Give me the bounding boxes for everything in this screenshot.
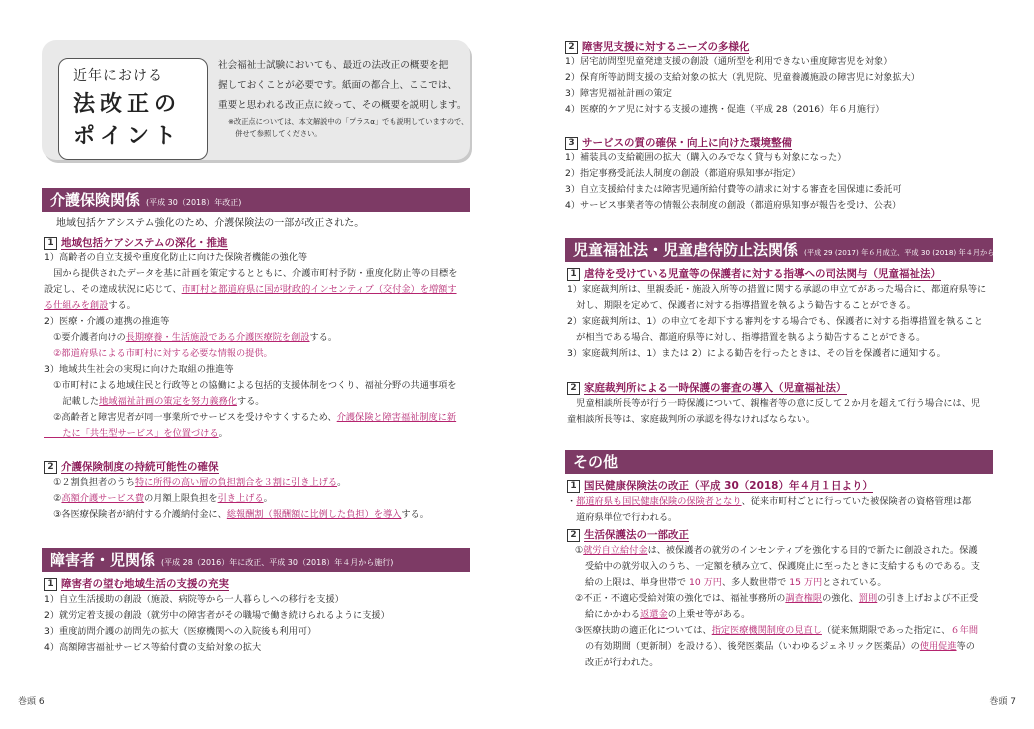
heading-number: 1 [567, 480, 580, 493]
shougai-heading-1 [44, 577, 229, 591]
section-jidou [565, 238, 1012, 262]
heading-number: 3 [565, 137, 578, 150]
shougai-body-3 [565, 150, 1005, 214]
text-run: 等の [956, 641, 975, 652]
kaigo-heading-2 [44, 460, 219, 474]
body-line [44, 394, 484, 410]
heading-text: 生活保護法の一部改正 [584, 529, 689, 541]
intro-desc-line: 握しておくことが必要です。紙面の都合上、ここでは、 [218, 80, 458, 91]
body-line [44, 330, 484, 346]
highlight-text: 長期療養・生活施設である介護医療院を創設 [125, 332, 310, 343]
text-run: （従来無期限であった指定に、 [821, 625, 951, 636]
highlight-text: 調査権限 [785, 593, 823, 604]
sonota-body-1 [567, 494, 1007, 526]
text-run: ③各医療保険者が納付する介護納付金に、 [44, 509, 227, 520]
body-line [44, 298, 484, 314]
shougai-body-1 [44, 592, 484, 656]
body-line [575, 623, 1015, 639]
intro-desc [218, 56, 466, 116]
highlight-text: ６年間 [950, 625, 979, 636]
text-run: の有効期間（更新制）を設ける）、後発医薬品（いわゆるジェネリック医薬品）の [585, 641, 920, 652]
body-line: 児童相談所長等が行う一時保護について、親権者等の意に反して２か月を超えて行う場合には、児 [567, 398, 981, 409]
jidou-body-1 [567, 282, 1007, 362]
intro-title-line2: 法改正の [73, 92, 182, 117]
text-run: 設定し、その達成状況に応じて、 [44, 284, 182, 295]
intro-desc-line: 重要と思われる改正点に絞って、その概要を説明します。 [218, 100, 467, 111]
highlight-text: る仕組みを創設 [44, 300, 109, 311]
shougai-heading-3 [565, 136, 792, 150]
heading-number: 1 [567, 268, 580, 281]
heading-number: 2 [567, 382, 580, 395]
section-shougai [42, 548, 470, 572]
body-line: 国から提供されたデータを基に計画を策定するとともに、介護市町村予防・重度化防止等の目標を [44, 268, 458, 279]
body-line: 改正が行われた。 [585, 657, 659, 668]
body-line [44, 426, 484, 442]
kaigo-body-2 [44, 475, 484, 523]
section-kaigo [42, 188, 470, 212]
text-run: の引き上げおよび不正受 [877, 593, 979, 604]
jidou-body-2 [567, 396, 1007, 428]
highlight-text: 高額介護サービス費 [61, 493, 145, 504]
body-line: 童相談所長等は、家庭裁判所の承認を得なければならない。 [567, 414, 816, 425]
highlight-text: 返還金 [640, 609, 668, 620]
page-number: 巻頭 6 [18, 697, 45, 707]
intro-note-line: 併せて参照してください。 [228, 129, 322, 138]
highlight-text: 引き上げる [217, 493, 264, 504]
intro-note [228, 116, 468, 140]
highlight-text: 介護保険と障害福祉制度に新 [336, 412, 457, 423]
text-run: ②不正・不適応受給対策の強化では、福祉事務所の [575, 593, 786, 604]
heading-text: 障害者の望む地域生活の支援の充実 [61, 578, 229, 590]
page-number: 巻頭 7 [989, 697, 1016, 707]
text-run: の強化、 [822, 593, 859, 604]
text-run: する。 [309, 332, 338, 343]
list-item: 3）重度訪問介護の訪問先の拡大（医療機関への入院後も利用可） [44, 626, 317, 637]
highlight-text: 指定医療機関制度の見直し [711, 625, 822, 636]
body-line: 受給中の就労収入のうち、一定額を積み立て、保護廃止に至ったときに支給するものである。支 [585, 561, 980, 572]
highlight-text: 10 万円 [688, 577, 722, 588]
heading-number: 2 [567, 529, 580, 542]
body-line: ①市町村による地域住民と行政等との協働による包括的支援体制をつくり、福祉分野の共通事項を [44, 380, 457, 391]
section-title: 介護保険関係 [50, 191, 141, 209]
list-item: 4）サービス事業者等の情報公表制度の創設（都道府県知事が報告を受け、公表） [565, 200, 902, 211]
right-page [517, 0, 1034, 729]
intro-box [42, 40, 470, 160]
body-line: ②都道府県による市町村に対する必要な情報の提供。 [44, 348, 273, 359]
intro-title-panel [58, 58, 208, 160]
list-item: 1）補装具の支給範囲の拡大（購入のみでなく貸与も対象になった） [565, 152, 847, 163]
heading-text: 家庭裁判所による一時保護の審査の導入（児童福祉法） [584, 382, 847, 394]
heading-number: 2 [565, 41, 578, 54]
body-line [44, 491, 484, 507]
body-line: 1）高齢者の自立支援や重度化防止に向けた保険者機能の強化等 [44, 252, 308, 263]
text-run: する。 [108, 300, 136, 311]
body-line [575, 639, 1015, 655]
heading-text: 国民健康保険法の改正（平成 30（2018）年４月１日より） [584, 480, 873, 492]
heading-text: サービスの質の確保・向上に向けた環境整備 [582, 137, 792, 149]
body-line: が相当である場合、都道府県等に対し、指導措置を執るよう勧告することができる。 [567, 332, 926, 343]
list-item: 2）指定事務受託法人制度の創設（都道府県知事が指定） [565, 168, 801, 179]
shougai-body-2 [565, 54, 1005, 118]
text-run: 給の上限は、単身世帯で [585, 577, 689, 588]
heading-number: 2 [44, 461, 57, 474]
intro-note-line: ※改正点については、本文解説中の「プラスα」でも説明していますので、 [228, 117, 469, 126]
text-run: の月額上限負担を [144, 493, 218, 504]
text-run: とされている。 [822, 577, 887, 588]
text-run: 。 [218, 428, 228, 439]
heading-text: 虐待を受けている児童等の保護者に対する指導への司法関与（児童福祉法） [584, 268, 941, 280]
body-line [575, 591, 1015, 607]
jidou-heading-1 [567, 267, 941, 281]
body-line: 3）地域共生社会の実現に向けた取組の推進等 [44, 364, 234, 375]
highlight-text: 就労自立給付金 [583, 545, 648, 556]
highlight-text: 使用促進 [919, 641, 957, 652]
text-run: の上乗せ等がある。 [667, 609, 751, 620]
text-run: する。 [236, 396, 265, 407]
body-line [575, 607, 1015, 623]
list-item: 2）就労定着支援の創設（就労中の障害者がその職場で働き続けられるように支援） [44, 610, 390, 621]
text-run: ①２割負担者のうち [44, 477, 135, 488]
body-line [44, 475, 484, 491]
section-subtitle: (平成 30（2018）年改正) [146, 198, 242, 207]
text-run: 、従来市町村ごとに行っていた被保険者の資格管理は都 [741, 496, 972, 507]
body-line: 1）家庭裁判所は、里親委託・施設入所等の措置に関する承認の申立てがあった場合に、都道府県等に [567, 284, 987, 295]
text-run: ③医療扶助の適正化については、 [575, 625, 712, 636]
highlight-text: 15 万円 [789, 577, 823, 588]
body-line: 2）家庭裁判所は、1）の申立てを却下する審判をする場合でも、保護者に対する指導措置を執ること [567, 316, 983, 327]
text-run: 。 [337, 477, 347, 488]
kaigo-intro: 地域包括ケアシステム強化のため、介護保険法の一部が改正された。 [56, 218, 365, 229]
highlight-text: たに「共生型サービス」を位置づける [44, 428, 219, 439]
shougai-heading-2 [565, 40, 749, 54]
heading-text: 地域包括ケアシステムの深化・推進 [61, 237, 228, 249]
text-run: ② [44, 493, 62, 504]
list-item: 2）保育所等訪問支援の支給対象の拡大（乳児院、児童養護施設の障害児に対象拡大） [565, 72, 920, 83]
body-line: 対し、期限を定めて、保護者に対する指導措置を執るよう勧告することができる。 [567, 300, 916, 311]
list-item: 4）医療的ケア児に対する支援の連携・促進（平成 28（2016）年６月施行） [565, 104, 885, 115]
heading-number: 1 [44, 237, 57, 250]
text-run: 。 [263, 493, 273, 504]
heading-text: 介護保険制度の持続可能性の確保 [61, 461, 219, 473]
text-run: する。 [401, 509, 429, 520]
highlight-text: 特に所得の高い層の負担割合を３割に引き上げる [134, 477, 338, 488]
kaigo-body-1 [44, 250, 484, 442]
highlight-text: 罰則 [858, 593, 878, 604]
kaigo-heading-1 [44, 236, 228, 250]
body-line [575, 543, 1015, 559]
body-line [567, 494, 1007, 510]
jidou-heading-2 [567, 381, 847, 395]
highlight-text: 地域福祉計画の策定を努力義務化 [99, 396, 237, 407]
body-line [44, 507, 484, 523]
text-run: ①要介護者向けの [44, 332, 126, 343]
body-line: 道府県単位で行われる。 [567, 512, 678, 523]
intro-title-line1: 近年における [73, 68, 163, 84]
heading-text: 障害児支援に対するニーズの多様化 [582, 41, 750, 53]
list-item: 4）高額障害福祉サービス等給付費の支給対象の拡大 [44, 642, 262, 653]
intro-desc-line: 社会福祉士試験においても、最近の法改正の概要を把 [218, 60, 449, 71]
body-line [44, 410, 484, 426]
text-run: ・ [567, 496, 577, 507]
section-subtitle: (平成 29 (2017) 年６月成立、平成 30 (2018) 年４月から施行) [804, 248, 1012, 257]
list-item: 1）居宅訪問型児童発達支援の創設（通所型を利用できない重度障害児を対象） [565, 56, 893, 67]
sonota-body-2 [575, 543, 1015, 671]
section-subtitle: (平成 28（2016）年に改正、平成 30（2018）年４月から施行) [161, 558, 394, 567]
intro-title-line3: ポイント [73, 124, 182, 149]
highlight-text: 総報酬割（報酬額に比例した負担）を導入 [226, 509, 402, 520]
text-run: 記載した [44, 396, 100, 407]
text-run: は、被保護者の就労のインセンティブを強化する目的で新たに創設された。保護 [647, 545, 978, 556]
body-line: 2）医療・介護の連携の推進等 [44, 316, 170, 327]
text-run: ① [575, 545, 584, 556]
body-line: 3）家庭裁判所は、1）または 2）による勧告を行ったときは、その旨を保護者に通知する。 [567, 348, 946, 359]
section-title: その他 [573, 453, 619, 471]
body-line [575, 575, 1015, 591]
highlight-text: 都道府県も国民健康保険の保険者となり [576, 496, 742, 507]
highlight-text: 市町村と都道府県に国が財政的インセンティブ（交付金）を増額す [181, 284, 457, 295]
text-run: 、多人数世帯で [721, 577, 790, 588]
sonota-heading-1 [567, 479, 873, 493]
text-run: ②高齢者と障害児者が同一事業所でサービスを受けやすくするため、 [44, 412, 337, 423]
text-run: 給にかかわる [585, 609, 641, 620]
section-sonota [565, 450, 993, 474]
section-title: 障害者・児関係 [50, 551, 156, 569]
section-title: 児童福祉法・児童虐待防止法関係 [573, 241, 799, 259]
heading-number: 1 [44, 578, 57, 591]
body-line [44, 282, 484, 298]
list-item: 3）自立支援給付または障害児通所給付費等の請求に対する審査を国保連に委託可 [565, 184, 902, 195]
list-item: 3）障害児福祉計画の策定 [565, 88, 672, 99]
list-item: 1）自立生活援助の創設（施設、病院等から一人暮らしへの移行を支援） [44, 594, 344, 605]
sonota-heading-2 [567, 528, 689, 542]
